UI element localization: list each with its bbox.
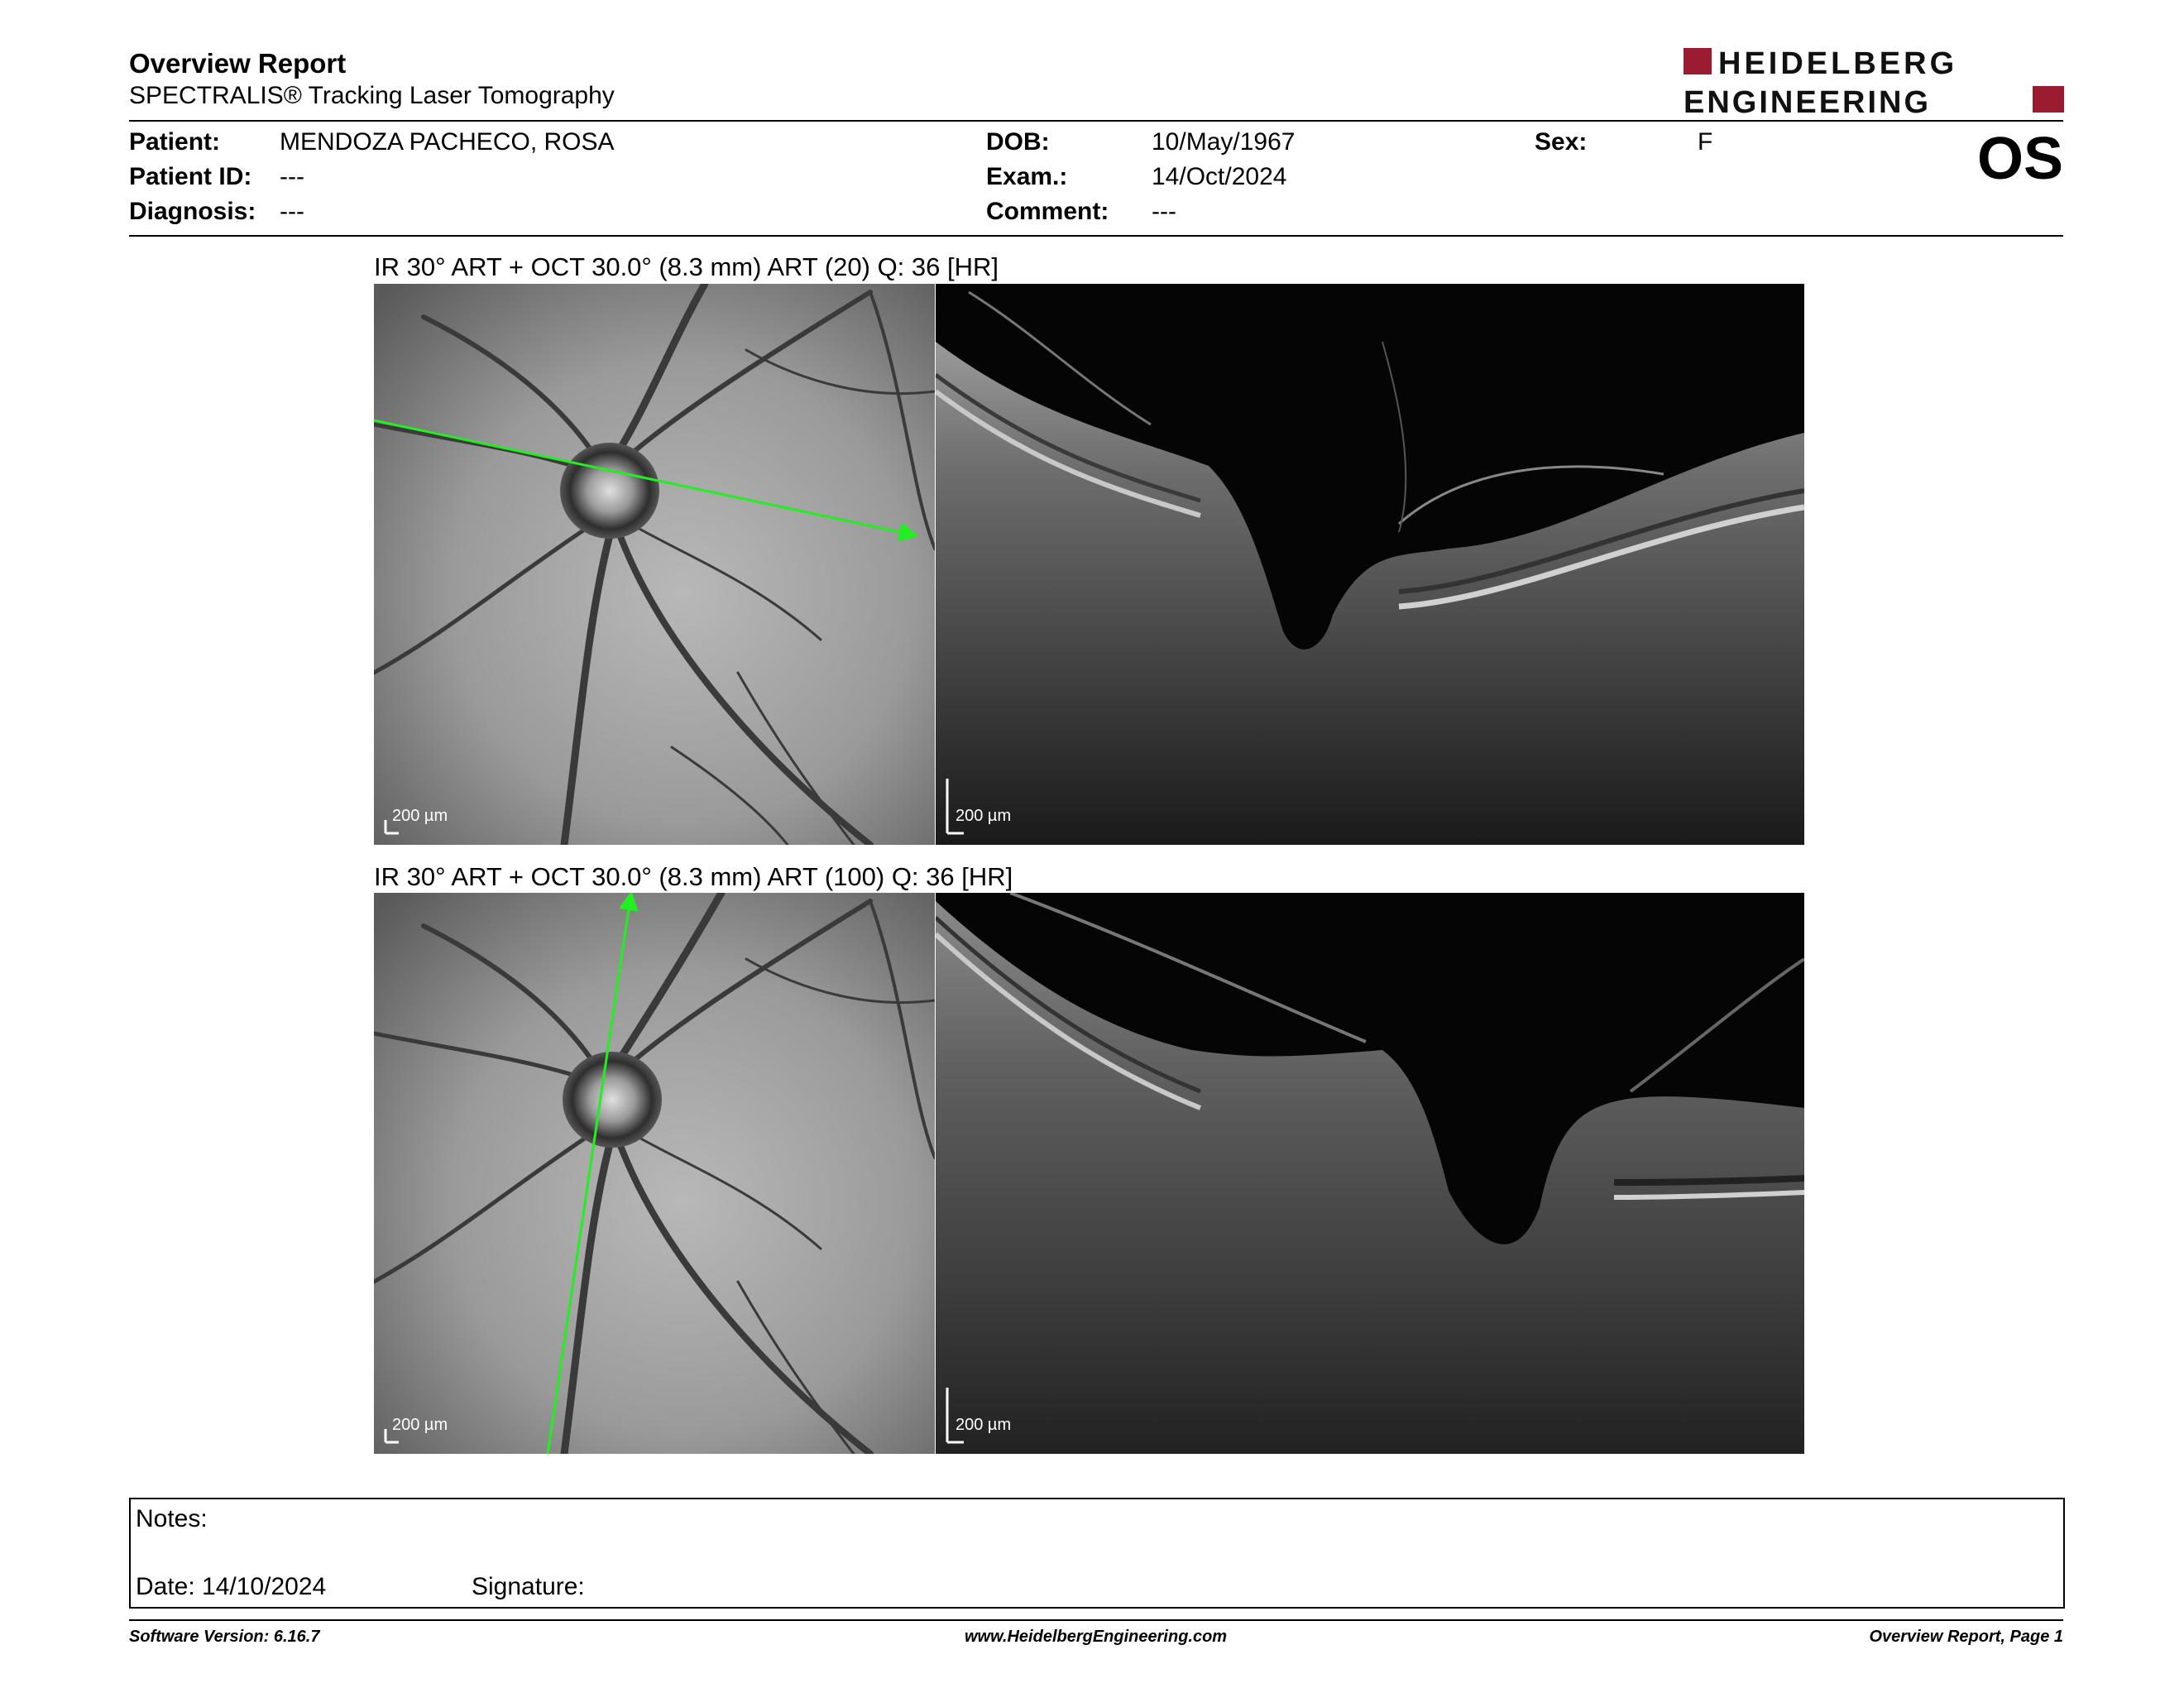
diagnosis-label: Diagnosis: xyxy=(129,198,256,225)
patient-name: MENDOZA PACHECO, ROSA xyxy=(280,128,615,156)
patient-rule xyxy=(129,235,2063,237)
ir-fundus-image xyxy=(374,893,935,1454)
exam-value: 14/Oct/2024 xyxy=(1152,163,1287,190)
notes-box[interactable] xyxy=(129,1498,2065,1609)
exam-label: Exam.: xyxy=(986,163,1068,190)
eye-side: OS xyxy=(1976,126,2063,192)
comment-label: Comment: xyxy=(986,198,1109,225)
signature-label: Signature: xyxy=(472,1573,585,1600)
dob-value: 10/May/1967 xyxy=(1152,128,1296,156)
patient-label: Patient: xyxy=(129,128,221,156)
heidelberg-logo xyxy=(1684,43,2064,117)
scan-caption: IR 30° ART + OCT 30.0° (8.3 mm) ART (20) Q: 36 [HR] xyxy=(374,252,999,281)
report-title: Overview Report xyxy=(129,48,347,79)
svg-text:ENGINEERING: ENGINEERING xyxy=(1684,85,1932,117)
website-link[interactable]: www.HeidelbergEngineering.com xyxy=(965,1628,1228,1646)
oct-scale-label: 200 µm xyxy=(956,807,1012,825)
ir-fundus-image xyxy=(374,284,935,845)
patient-id-label: Patient ID: xyxy=(129,163,252,190)
report-subtitle: SPECTRALIS® Tracking Laser Tomography xyxy=(129,82,615,109)
comment-value: --- xyxy=(1152,198,1176,225)
notes-label: Notes: xyxy=(136,1505,208,1532)
scan-caption: IR 30° ART + OCT 30.0° (8.3 mm) ART (100) Q: 36 [HR] xyxy=(374,862,1013,891)
sex-value: F xyxy=(1698,128,1713,156)
dob-label: DOB: xyxy=(986,128,1050,156)
oct-bscan-image xyxy=(936,284,1804,845)
header-rule xyxy=(129,120,2063,122)
oct-bscan-image xyxy=(936,893,1804,1454)
page-number: Overview Report, Page 1 xyxy=(1869,1628,2063,1646)
diagnosis-value: --- xyxy=(280,198,304,225)
sex-label: Sex: xyxy=(1535,128,1588,156)
footer-rule xyxy=(129,1619,2063,1621)
oct-scale-label: 200 µm xyxy=(956,1416,1012,1434)
ir-scale-label: 200 µm xyxy=(392,1416,448,1434)
ir-scale-label: 200 µm xyxy=(392,807,448,825)
patient-id-value: --- xyxy=(280,163,304,190)
software-version: Software Version: 6.16.7 xyxy=(129,1628,320,1646)
date-label: Date: 14/10/2024 xyxy=(136,1573,327,1600)
svg-text:HEIDELBERG: HEIDELBERG xyxy=(1718,46,1958,81)
